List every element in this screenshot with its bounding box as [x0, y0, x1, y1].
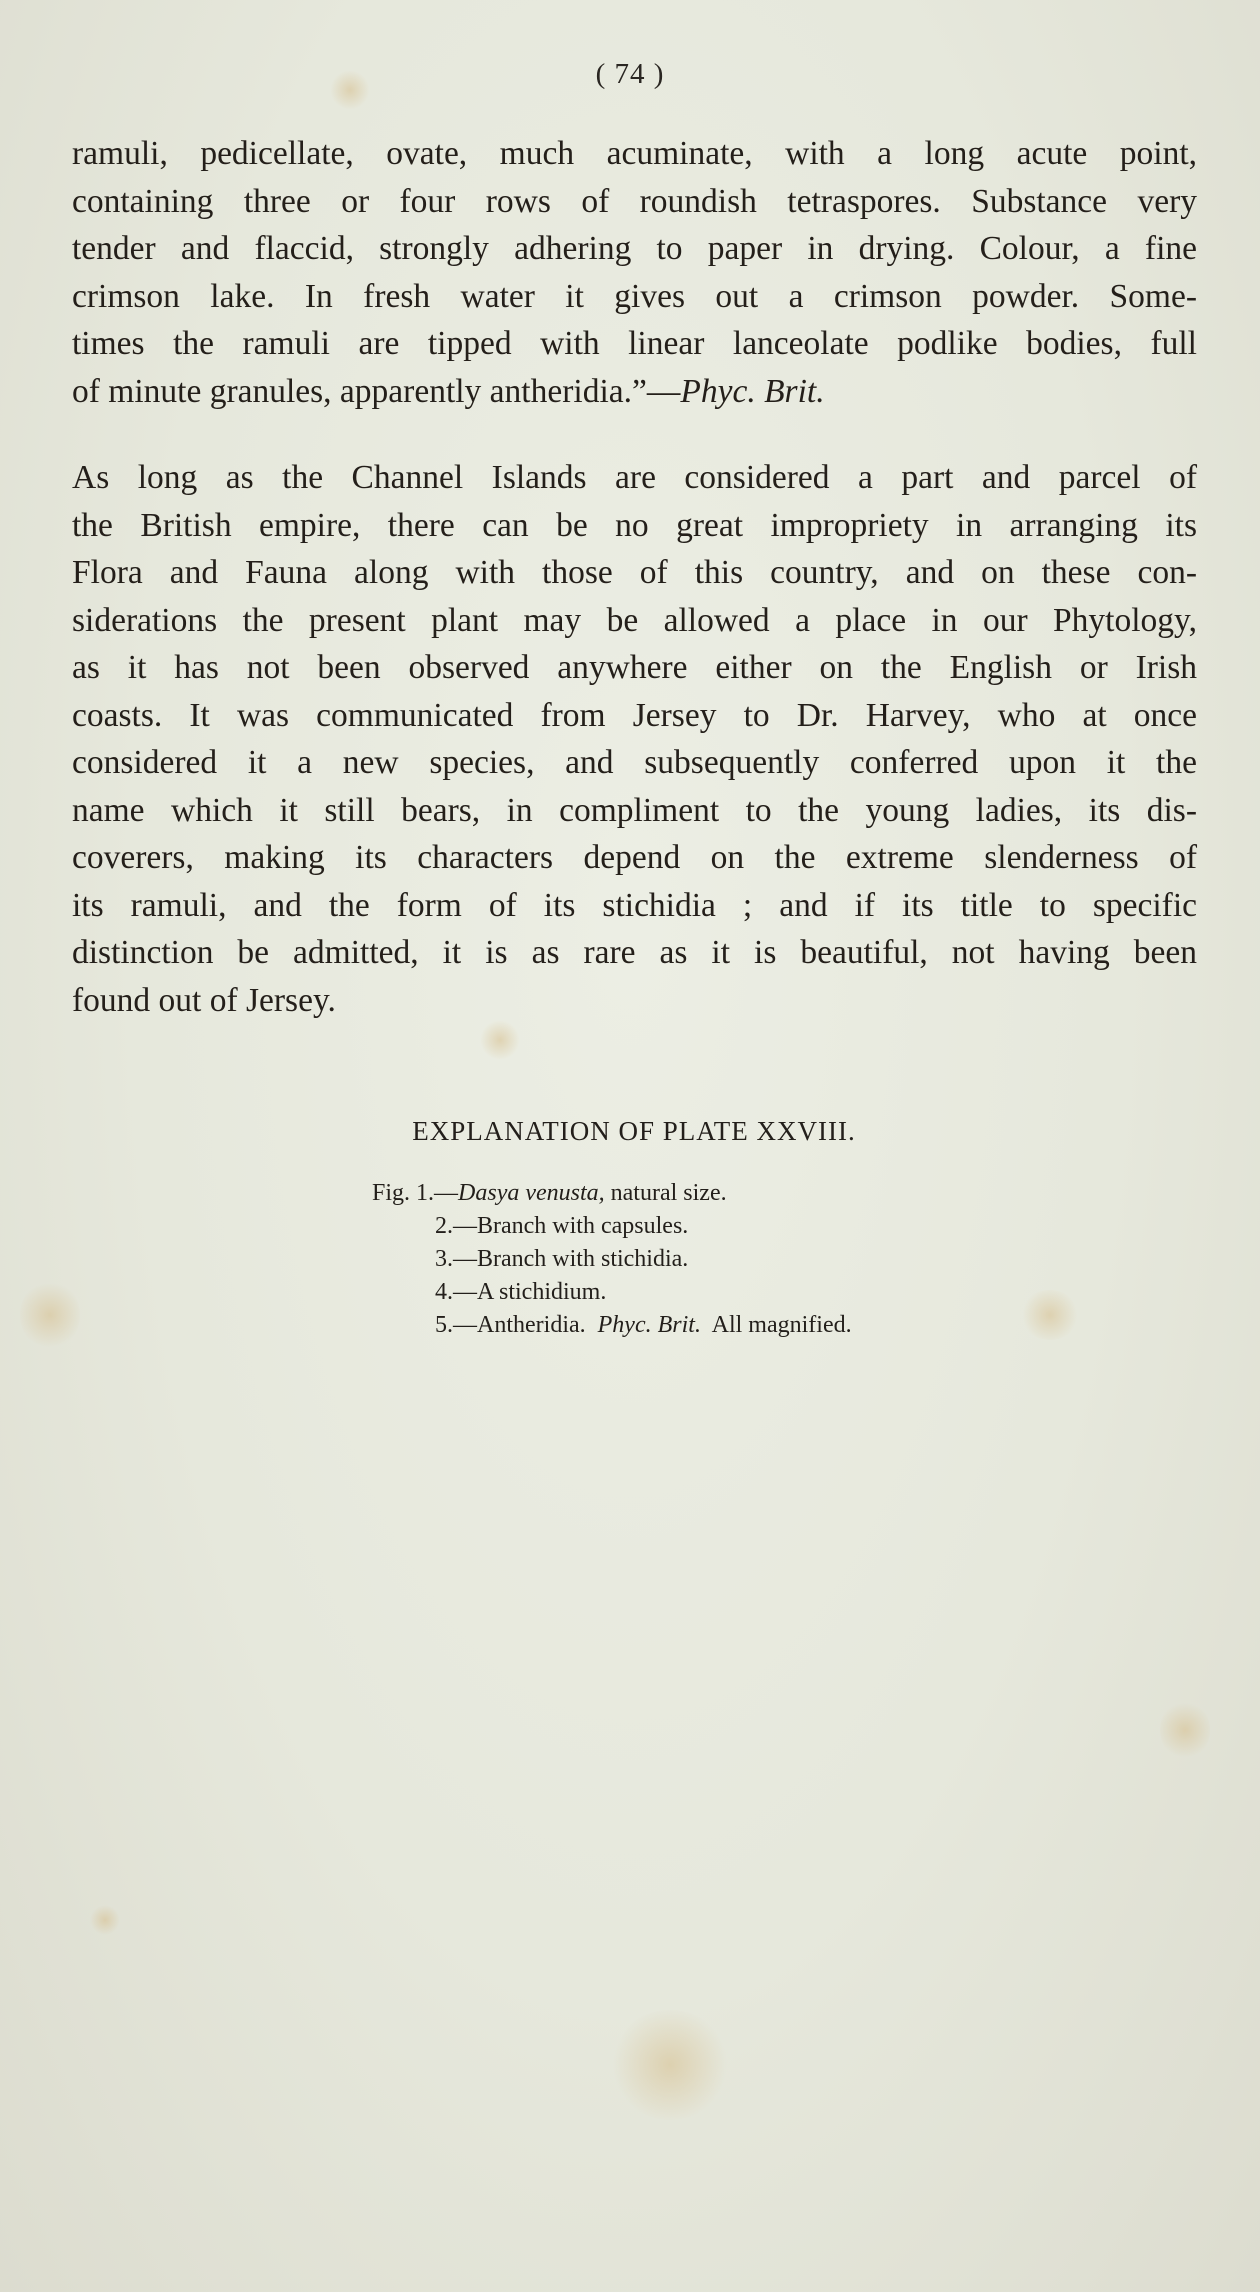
- figure-item: [372, 1309, 852, 1342]
- figure-item: 3.—Branch with stichidia.: [435, 1246, 689, 1272]
- text-line: found out of Jersey.: [72, 981, 336, 1019]
- text-line: considered it a new species, and subsequently conferred upon it the: [72, 744, 1197, 781]
- citation: Phyc. Brit.: [680, 372, 825, 410]
- text-line: tender and flaccid, strongly adhering to paper in drying. Colour, a fine: [72, 230, 1197, 267]
- text-line: times the ramuli are tipped with linear lanceolate podlike bodies, full: [72, 325, 1197, 362]
- text-line: containing three or four rows of roundish tetraspores. Substance very: [72, 182, 1197, 220]
- figure-item: [372, 1177, 852, 1210]
- text-line: distinction be admitted, it is as rare as it is beautiful, not having been: [72, 934, 1197, 971]
- explanation-heading: EXPLANATION OF PLATE XXVIII.: [412, 1116, 856, 1146]
- foxing-stain: [1020, 1290, 1080, 1340]
- text-line: name which it still bears, in compliment to the young ladies, its dis-: [72, 791, 1197, 829]
- text-line: as it has not been observed anywhere either on the English or Irish: [72, 649, 1197, 686]
- paragraph-body: [72, 454, 1197, 1024]
- figure-caption: All magnified.: [700, 1312, 852, 1338]
- text-line-lead: of minute granules, apparently antheridia.”—: [72, 372, 681, 410]
- species-name: Dasya venusta,: [458, 1180, 605, 1206]
- text-line: crimson lake. In fresh water it gives out a crimson powder. Some-: [72, 277, 1197, 315]
- figure-label: Fig. 1.—: [372, 1180, 459, 1206]
- text-line: coverers, making its characters depend on the extreme slenderness of: [72, 839, 1197, 876]
- paragraph-quote: [72, 130, 1197, 415]
- foxing-stain: [90, 1905, 120, 1935]
- figure-item: 2.—Branch with capsules.: [435, 1213, 689, 1239]
- text-line: its ramuli, and the form of its stichidia ; and if its title to specific: [72, 886, 1197, 924]
- foxing-stain: [480, 1020, 520, 1060]
- text-line: Flora and Fauna along with those of this country, and on these con-: [72, 554, 1197, 591]
- foxing-stain: [20, 1280, 80, 1350]
- foxing-stain: [1160, 1700, 1210, 1760]
- text-line: [72, 368, 1197, 416]
- text-line: As long as the Channel Islands are considered a part and parcel of: [72, 459, 1197, 496]
- text-line: siderations the present plant may be allowed a place in our Phytology,: [72, 601, 1197, 639]
- figure-caption: natural size.: [604, 1180, 727, 1206]
- foxing-stain: [610, 2010, 730, 2120]
- figure-list: [372, 1177, 852, 1342]
- text-line: the British empire, there can be no great impropriety in arranging its: [72, 506, 1197, 544]
- citation: Phyc. Brit.: [597, 1312, 701, 1338]
- figure-caption: 5.—Antheridia.: [435, 1312, 598, 1338]
- text-line: ramuli, pedicellate, ovate, much acuminate, with a long acute point,: [72, 135, 1197, 172]
- page-number: ( 74 ): [595, 58, 665, 90]
- figure-item: 4.—A stichidium.: [435, 1279, 607, 1305]
- text-line: coasts. It was communicated from Jersey to Dr. Harvey, who at once: [72, 696, 1197, 734]
